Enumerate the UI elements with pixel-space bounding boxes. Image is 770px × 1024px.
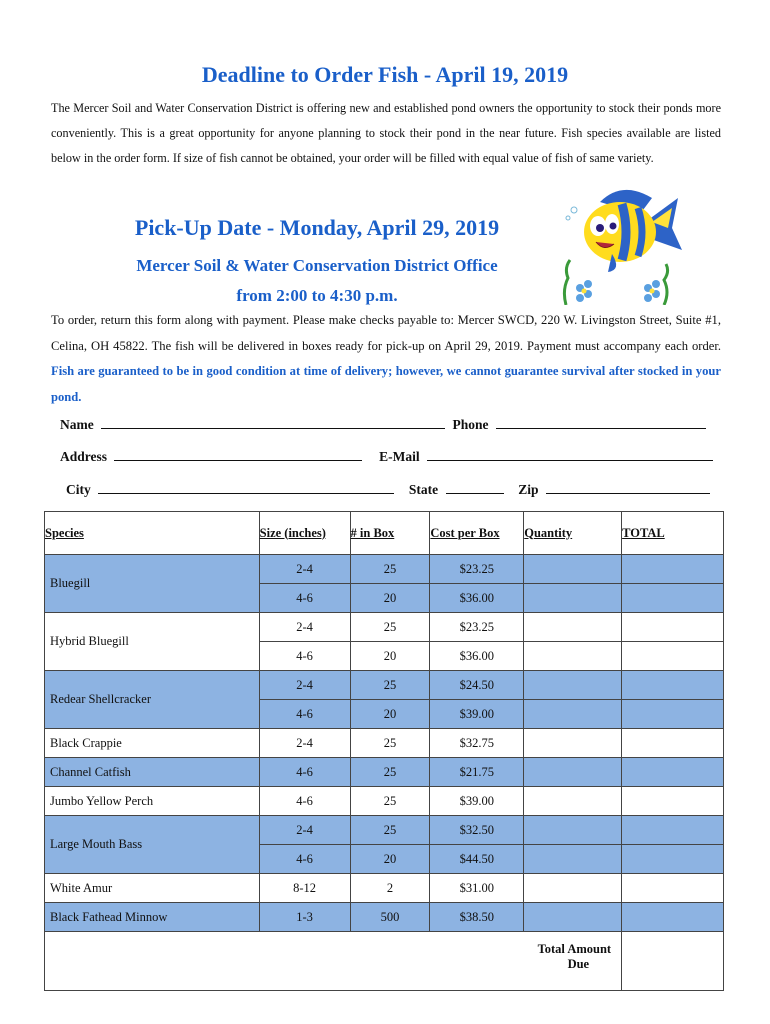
cost-cell: $39.00 xyxy=(430,700,524,729)
size-cell: 2-4 xyxy=(259,555,350,584)
header-total: TOTAL xyxy=(622,512,724,555)
email-field[interactable] xyxy=(427,448,713,461)
city-state-zip-row xyxy=(66,481,714,498)
species-cell: Hybrid Bluegill xyxy=(45,613,260,671)
total-input[interactable] xyxy=(622,787,724,816)
office-name: Mercer Soil & Water Conservation District Office xyxy=(136,256,498,275)
table-row xyxy=(45,671,724,700)
quantity-input[interactable] xyxy=(524,584,622,613)
size-cell: 4-6 xyxy=(259,758,350,787)
box-cell: 25 xyxy=(350,729,430,758)
quantity-input[interactable] xyxy=(524,729,622,758)
fish-illustration-icon xyxy=(560,180,690,305)
header-species: Species xyxy=(45,512,260,555)
species-cell: Black Crappie xyxy=(45,729,260,758)
box-cell: 25 xyxy=(350,555,430,584)
species-cell: Jumbo Yellow Perch xyxy=(45,787,260,816)
size-cell: 2-4 xyxy=(259,729,350,758)
state-label: State xyxy=(408,482,439,497)
total-input[interactable] xyxy=(622,845,724,874)
pickup-location xyxy=(92,251,542,311)
zip-field[interactable] xyxy=(546,481,710,494)
total-input[interactable] xyxy=(622,584,724,613)
total-input[interactable] xyxy=(622,903,724,932)
size-cell: 2-4 xyxy=(259,816,350,845)
cost-cell: $32.75 xyxy=(430,729,524,758)
cost-cell: $39.00 xyxy=(430,787,524,816)
cost-cell: $31.00 xyxy=(430,874,524,903)
species-cell: Black Fathead Minnow xyxy=(45,903,260,932)
email-label: E-Mail xyxy=(379,449,420,464)
header-box: # in Box xyxy=(350,512,430,555)
table-row xyxy=(45,903,724,932)
quantity-input[interactable] xyxy=(524,758,622,787)
cost-cell: $36.00 xyxy=(430,642,524,671)
cost-cell: $38.50 xyxy=(430,903,524,932)
total-label-line1: Total Amount xyxy=(537,942,612,956)
total-input[interactable] xyxy=(622,729,724,758)
size-cell: 2-4 xyxy=(259,613,350,642)
table-row xyxy=(45,816,724,845)
size-cell: 4-6 xyxy=(259,787,350,816)
box-cell: 20 xyxy=(350,584,430,613)
quantity-input[interactable] xyxy=(524,903,622,932)
order-table xyxy=(44,511,724,991)
city-field[interactable] xyxy=(98,481,394,494)
phone-label: Phone xyxy=(452,417,489,432)
species-cell: Redear Shellcracker xyxy=(45,671,260,729)
total-input[interactable] xyxy=(622,816,724,845)
total-input[interactable] xyxy=(622,613,724,642)
table-row xyxy=(45,874,724,903)
total-label-line2: Due xyxy=(567,957,590,971)
phone-field[interactable] xyxy=(496,416,706,429)
city-label: City xyxy=(66,482,91,497)
quantity-input[interactable] xyxy=(524,700,622,729)
box-cell: 25 xyxy=(350,613,430,642)
size-cell: 4-6 xyxy=(259,845,350,874)
header-cost: Cost per Box xyxy=(430,512,524,555)
size-cell: 4-6 xyxy=(259,642,350,671)
quantity-input[interactable] xyxy=(524,671,622,700)
species-cell: White Amur xyxy=(45,874,260,903)
quantity-input[interactable] xyxy=(524,613,622,642)
total-input[interactable] xyxy=(622,671,724,700)
total-input[interactable] xyxy=(622,758,724,787)
address-field[interactable] xyxy=(114,448,362,461)
cost-cell: $44.50 xyxy=(430,845,524,874)
size-cell: 2-4 xyxy=(259,671,350,700)
guarantee-text: Fish are guaranteed to be in good condition at time of delivery; however, we cannot guarantee survival after stocked in your pond. xyxy=(51,364,721,404)
table-row xyxy=(45,729,724,758)
intro-paragraph: The Mercer Soil and Water Conservation District is offering new and established pond owners the opportunity to stock their ponds more conveniently. This is a great opportunity for anyone planning to stock their pond in the near future. Fish species available are listed below in the order form. If size of fish cannot be obtained, your order will be filled with equal value of fish of same variety. xyxy=(51,101,721,165)
name-label: Name xyxy=(60,417,94,432)
cost-cell: $36.00 xyxy=(430,584,524,613)
total-row xyxy=(45,932,724,991)
table-row xyxy=(45,787,724,816)
table-row xyxy=(45,613,724,642)
total-amount-due-input[interactable] xyxy=(622,932,724,991)
name-phone-row xyxy=(60,416,710,433)
cost-cell: $24.50 xyxy=(430,671,524,700)
box-cell: 25 xyxy=(350,671,430,700)
box-cell: 20 xyxy=(350,700,430,729)
box-cell: 2 xyxy=(350,874,430,903)
total-amount-due-label xyxy=(45,932,622,991)
species-cell: Large Mouth Bass xyxy=(45,816,260,874)
header-quantity: Quantity xyxy=(524,512,622,555)
box-cell: 500 xyxy=(350,903,430,932)
name-field[interactable] xyxy=(101,416,445,429)
species-cell: Bluegill xyxy=(45,555,260,613)
total-input[interactable] xyxy=(622,700,724,729)
table-row xyxy=(45,555,724,584)
quantity-input[interactable] xyxy=(524,874,622,903)
size-cell: 4-6 xyxy=(259,700,350,729)
total-input[interactable] xyxy=(622,642,724,671)
species-cell: Channel Catfish xyxy=(45,758,260,787)
quantity-input[interactable] xyxy=(524,845,622,874)
quantity-input[interactable] xyxy=(524,787,622,816)
header-size: Size (inches) xyxy=(259,512,350,555)
zip-label: Zip xyxy=(518,482,539,497)
cost-cell: $32.50 xyxy=(430,816,524,845)
box-cell: 20 xyxy=(350,642,430,671)
total-input[interactable] xyxy=(622,555,724,584)
pickup-date: Pick-Up Date - Monday, April 29, 2019 xyxy=(134,215,500,240)
size-cell: 8-12 xyxy=(259,874,350,903)
state-field[interactable] xyxy=(446,481,504,494)
table-row xyxy=(45,758,724,787)
quantity-input[interactable] xyxy=(524,816,622,845)
box-cell: 20 xyxy=(350,845,430,874)
total-input[interactable] xyxy=(622,874,724,903)
box-cell: 25 xyxy=(350,787,430,816)
cost-cell: $21.75 xyxy=(430,758,524,787)
size-cell: 4-6 xyxy=(259,584,350,613)
size-cell: 1-3 xyxy=(259,903,350,932)
box-cell: 25 xyxy=(350,758,430,787)
quantity-input[interactable] xyxy=(524,642,622,671)
cost-cell: $23.25 xyxy=(430,555,524,584)
quantity-input[interactable] xyxy=(524,555,622,584)
box-cell: 25 xyxy=(350,816,430,845)
pickup-time: from 2:00 to 4:30 p.m. xyxy=(236,286,398,305)
address-label: Address xyxy=(60,449,108,464)
deadline-title: Deadline to Order Fish - April 19, 2019 xyxy=(201,62,569,87)
address-email-row xyxy=(60,448,717,465)
order-instructions xyxy=(51,308,721,410)
order-text: To order, return this form along with payment. Please make checks payable to: Mercer SWCD, 220 W. Livingston Street, Suite #1, Celina, OH 45822. The fish will be delivered in boxes ready for pick-up on April 29, 2019. Payment must accompany each order. xyxy=(51,313,721,353)
cost-cell: $23.25 xyxy=(430,613,524,642)
